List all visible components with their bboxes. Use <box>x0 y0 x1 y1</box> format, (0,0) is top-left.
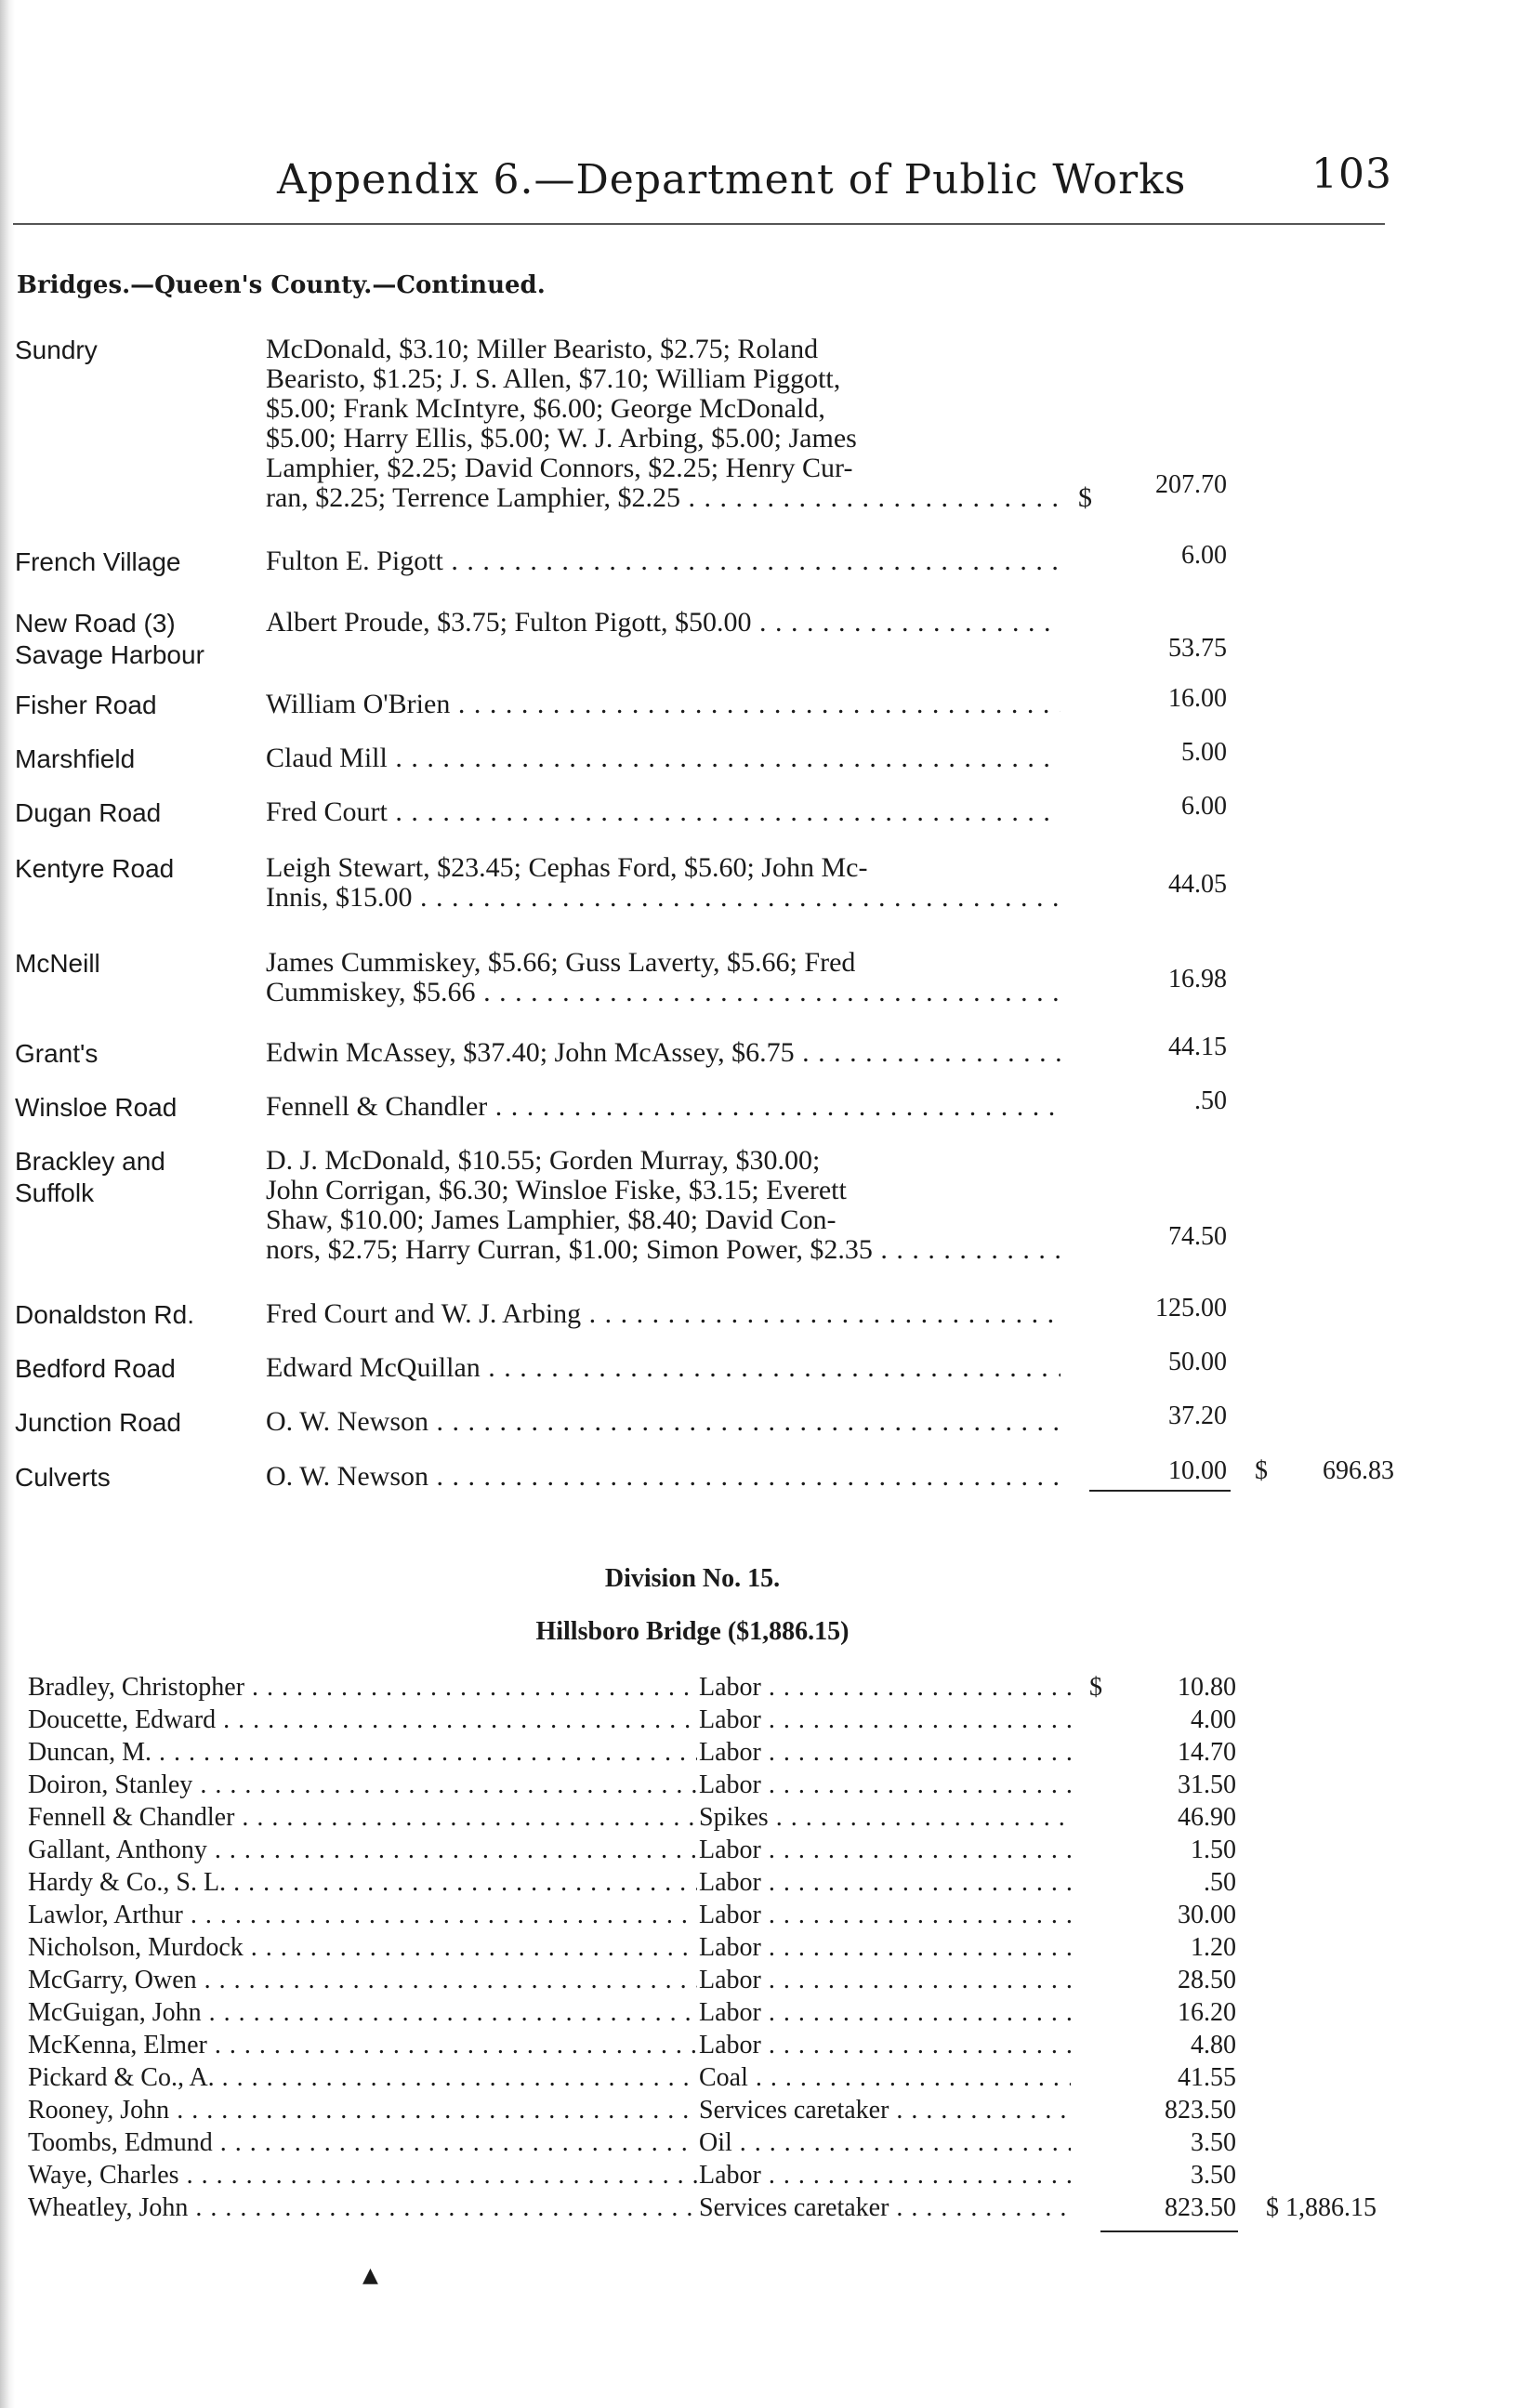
payee-description <box>266 797 1060 827</box>
location-label <box>15 1092 257 1124</box>
location-label <box>15 1353 257 1385</box>
payee-name: Toombs, Edmund . . . <box>28 2128 697 2158</box>
amount: 74.50 <box>1168 1222 1227 1251</box>
location-label <box>15 1146 257 1209</box>
dollar-sign: $ <box>1089 1673 1102 1702</box>
amount: .50 <box>1194 1086 1227 1115</box>
amount: 823.50 <box>1165 2096 1236 2125</box>
ink-mark: ▲ <box>362 2264 378 2287</box>
location-label <box>15 853 257 885</box>
payee-description <box>266 1299 1060 1329</box>
payee-description <box>266 335 1060 513</box>
page-number: 103 <box>1311 151 1392 198</box>
location-label <box>15 797 257 829</box>
description-line: Leigh Stewart, $23.45; Cephas Ford, $5.60; John Mc- <box>266 853 868 883</box>
amount: 16.98 <box>1168 965 1227 993</box>
expense-item: Services caretaker . . . <box>699 2193 1071 2223</box>
amount: 823.50 <box>1165 2193 1236 2222</box>
description-line: Bearisto, $1.25; J. S. Allen, $7.10; William Piggott, <box>266 364 841 394</box>
dollar-sign: $ <box>1078 482 1092 513</box>
location-label <box>15 1407 257 1439</box>
amount: 1.20 <box>1191 1933 1236 1962</box>
hillsboro-row <box>0 2193 1515 2225</box>
description-line: James Cummiskey, $5.66; Guss Laverty, $5.66; Fred <box>266 948 856 978</box>
amount: .50 <box>1204 1868 1236 1897</box>
total-underline <box>1100 2230 1238 2232</box>
description-line: $5.00; Frank McIntyre, $6.00; George McDonald, <box>266 394 825 424</box>
payee-name: Gallant, Anthony . . . <box>28 1836 697 1865</box>
payee-description <box>266 1038 1060 1068</box>
amount: 44.15 <box>1168 1033 1227 1061</box>
expense-item: Spikes . . . <box>699 1803 1071 1833</box>
location-line: Winsloe Road <box>15 1093 178 1122</box>
expense-item: Labor . . . <box>699 1705 1071 1735</box>
payee-name: Pickard & Co., A. . . . <box>28 2063 697 2093</box>
description-line: Fennell & Chandler . . . <box>266 1092 1060 1122</box>
payee-name: Hardy & Co., S. L. . . . <box>28 1868 697 1898</box>
hillsboro-row <box>0 1673 1515 1704</box>
payee-description <box>266 948 1060 1007</box>
location-line: Donaldston Rd. <box>15 1300 195 1329</box>
location-line: Marshfield <box>15 744 136 773</box>
description-line: Lamphier, $2.25; David Connors, $2.25; Henry Cur- <box>266 454 853 483</box>
amount: 1.50 <box>1191 1836 1236 1864</box>
description-line: D. J. McDonald, $10.55; Gorden Murray, $30.00; <box>266 1146 821 1176</box>
expense-item: Labor . . . <box>699 1673 1071 1703</box>
hillsboro-row <box>0 2128 1515 2160</box>
hillsboro-row <box>0 1868 1515 1900</box>
expense-item: Labor . . . <box>699 1933 1071 1963</box>
payee-name: Waye, Charles . . . <box>28 2161 697 2191</box>
payee-description <box>266 608 1060 638</box>
hillsboro-row <box>0 1836 1515 1867</box>
payee-name: Fennell & Chandler . . . <box>28 1803 697 1833</box>
amount: 16.00 <box>1168 684 1227 713</box>
expense-item: Services caretaker . . . <box>699 2096 1071 2125</box>
amount: 37.20 <box>1168 1401 1227 1430</box>
amount: 50.00 <box>1168 1348 1227 1376</box>
payee-name: McGuigan, John . . . <box>28 1998 697 2028</box>
location-line: French Village <box>15 547 181 576</box>
amount: 46.90 <box>1178 1803 1236 1832</box>
amount: 14.70 <box>1178 1738 1236 1767</box>
expense-item: Labor . . . <box>699 1901 1071 1930</box>
expense-item: Labor . . . <box>699 1738 1071 1768</box>
hillsboro-row <box>0 1738 1515 1770</box>
location-line: Kentyre Road <box>15 854 175 883</box>
location-label <box>15 608 257 671</box>
hillsboro-row <box>0 1901 1515 1932</box>
payee-description <box>266 690 1060 719</box>
description-line: William O'Brien . . . <box>266 690 1060 719</box>
amount: 16.20 <box>1178 1998 1236 2027</box>
payee-name: Wheatley, John . . . <box>28 2193 697 2223</box>
amount: 4.80 <box>1191 2031 1236 2059</box>
amount: 125.00 <box>1155 1294 1227 1322</box>
hillsboro-row <box>0 1966 1515 1997</box>
location-line: New Road (3) <box>15 609 176 638</box>
payee-description <box>266 1353 1060 1383</box>
location-line: Brackley and <box>15 1147 165 1176</box>
section-heading: Bridges.—Queen's County.—Continued. <box>17 271 546 299</box>
payee-description <box>266 1146 1060 1265</box>
description-line: Shaw, $10.00; James Lamphier, $8.40; David Con- <box>266 1205 837 1235</box>
location-label <box>15 1299 257 1331</box>
location-line: Grant's <box>15 1039 99 1068</box>
payee-description <box>266 546 1060 576</box>
location-label <box>15 743 257 775</box>
payee-description <box>266 1092 1060 1122</box>
description-line: O. W. Newson . . . <box>266 1462 1060 1492</box>
description-line: O. W. Newson . . . <box>266 1407 1060 1437</box>
expense-item: Labor . . . <box>699 2031 1071 2060</box>
description-line: ran, $2.25; Terrence Lamphier, $2.25 . . . <box>266 483 1060 513</box>
section-total: 696.83 <box>1323 1456 1394 1485</box>
amount: 10.00 <box>1168 1456 1227 1485</box>
amount: 3.50 <box>1191 2161 1236 2190</box>
amount: 207.70 <box>1155 470 1227 499</box>
expense-item: Coal . . . <box>699 2063 1071 2093</box>
expense-item: Oil . . . <box>699 2128 1071 2158</box>
header-rule <box>13 223 1385 225</box>
location-line: Bedford Road <box>15 1354 176 1383</box>
payee-name: Bradley, Christopher . . . <box>28 1673 697 1703</box>
location-label <box>15 546 257 578</box>
description-line: Claud Mill . . . <box>266 743 1060 773</box>
hillsboro-row <box>0 1770 1515 1802</box>
amount: 5.00 <box>1181 738 1227 767</box>
expense-item: Labor . . . <box>699 1998 1071 2028</box>
location-line: Savage Harbour <box>15 640 204 669</box>
expense-item: Labor . . . <box>699 1966 1071 1995</box>
division-subheading: Hillsboro Bridge ($1,886.15) <box>535 1617 850 1646</box>
payee-description <box>266 853 1060 913</box>
amount: 4.00 <box>1191 1705 1236 1734</box>
running-title: Appendix 6.—Department of Public Works <box>277 156 1187 204</box>
hillsboro-row <box>0 1933 1515 1965</box>
description-line: Albert Proude, $3.75; Fulton Pigott, $50.00 . . . <box>266 608 1060 638</box>
location-line: Suffolk <box>15 1178 95 1207</box>
division-heading: Division No. 15. <box>604 1564 781 1593</box>
amount: 41.55 <box>1178 2063 1236 2092</box>
amount: 30.00 <box>1178 1901 1236 1929</box>
expense-item: Labor . . . <box>699 1868 1071 1898</box>
amount: 53.75 <box>1168 634 1227 663</box>
location-line: McNeill <box>15 949 100 978</box>
description-line: Innis, $15.00 . . . <box>266 883 1060 913</box>
payee-name: Doiron, Stanley . . . <box>28 1770 697 1800</box>
description-line: Fred Court . . . <box>266 797 1060 827</box>
location-line: Dugan Road <box>15 798 162 827</box>
payee-name: Nicholson, Murdock . . . <box>28 1933 697 1963</box>
amount: 6.00 <box>1181 541 1227 570</box>
division-total: $ 1,886.15 <box>1266 2193 1377 2222</box>
payee-name: Duncan, M. . . . <box>28 1738 697 1768</box>
location-label <box>15 1462 257 1493</box>
amount: 3.50 <box>1191 2128 1236 2157</box>
amount: 28.50 <box>1178 1966 1236 1994</box>
location-line: Sundry <box>15 336 98 364</box>
location-label <box>15 335 257 366</box>
amount: 6.00 <box>1181 792 1227 821</box>
location-label <box>15 948 257 980</box>
payee-name: McKenna, Elmer . . . <box>28 2031 697 2060</box>
page-header <box>277 151 1392 212</box>
description-line: Edward McQuillan . . . <box>266 1353 1060 1383</box>
amount: 31.50 <box>1178 1770 1236 1799</box>
description-line: Fulton E. Pigott . . . <box>266 546 1060 576</box>
expense-item: Labor . . . <box>699 1836 1071 1865</box>
location-line: Junction Road <box>15 1408 182 1437</box>
expense-item: Labor . . . <box>699 2161 1071 2191</box>
location-line: Culverts <box>15 1463 111 1492</box>
payee-name: Rooney, John . . . <box>28 2096 697 2125</box>
hillsboro-row <box>0 2063 1515 2095</box>
payee-name: McGarry, Owen . . . <box>28 1966 697 1995</box>
description-line: John Corrigan, $6.30; Winsloe Fiske, $3.15; Everett <box>266 1176 847 1205</box>
hillsboro-row <box>0 1998 1515 2030</box>
hillsboro-row <box>0 1803 1515 1835</box>
expense-item: Labor . . . <box>699 1770 1071 1800</box>
total-dollar-sign: $ <box>1255 1456 1268 1485</box>
description-line: Fred Court and W. J. Arbing . . . <box>266 1299 1060 1329</box>
description-line: McDonald, $3.10; Miller Bearisto, $2.75; Roland <box>266 335 819 364</box>
payee-name: Lawlor, Arthur . . . <box>28 1901 697 1930</box>
description-line: $5.00; Harry Ellis, $5.00; W. J. Arbing, $5.00; James <box>266 424 857 454</box>
location-label <box>15 690 257 721</box>
payee-description <box>266 743 1060 773</box>
total-underline <box>1089 1490 1231 1492</box>
hillsboro-row <box>0 2096 1515 2127</box>
amount: 10.80 <box>1178 1673 1236 1702</box>
location-label <box>15 1038 257 1070</box>
location-line: Fisher Road <box>15 691 157 719</box>
description-line: Edwin McAssey, $37.40; John McAssey, $6.75 . . . <box>266 1038 1060 1068</box>
payee-name: Doucette, Edward . . . <box>28 1705 697 1735</box>
description-line: Cummiskey, $5.66 . . . <box>266 978 1060 1007</box>
description-line: nors, $2.75; Harry Curran, $1.00; Simon Power, $2.35 . . . <box>266 1235 1060 1265</box>
hillsboro-row <box>0 1705 1515 1737</box>
hillsboro-row <box>0 2161 1515 2192</box>
payee-description <box>266 1407 1060 1437</box>
amount: 44.05 <box>1168 870 1227 899</box>
hillsboro-row <box>0 2031 1515 2062</box>
payee-description <box>266 1462 1060 1492</box>
